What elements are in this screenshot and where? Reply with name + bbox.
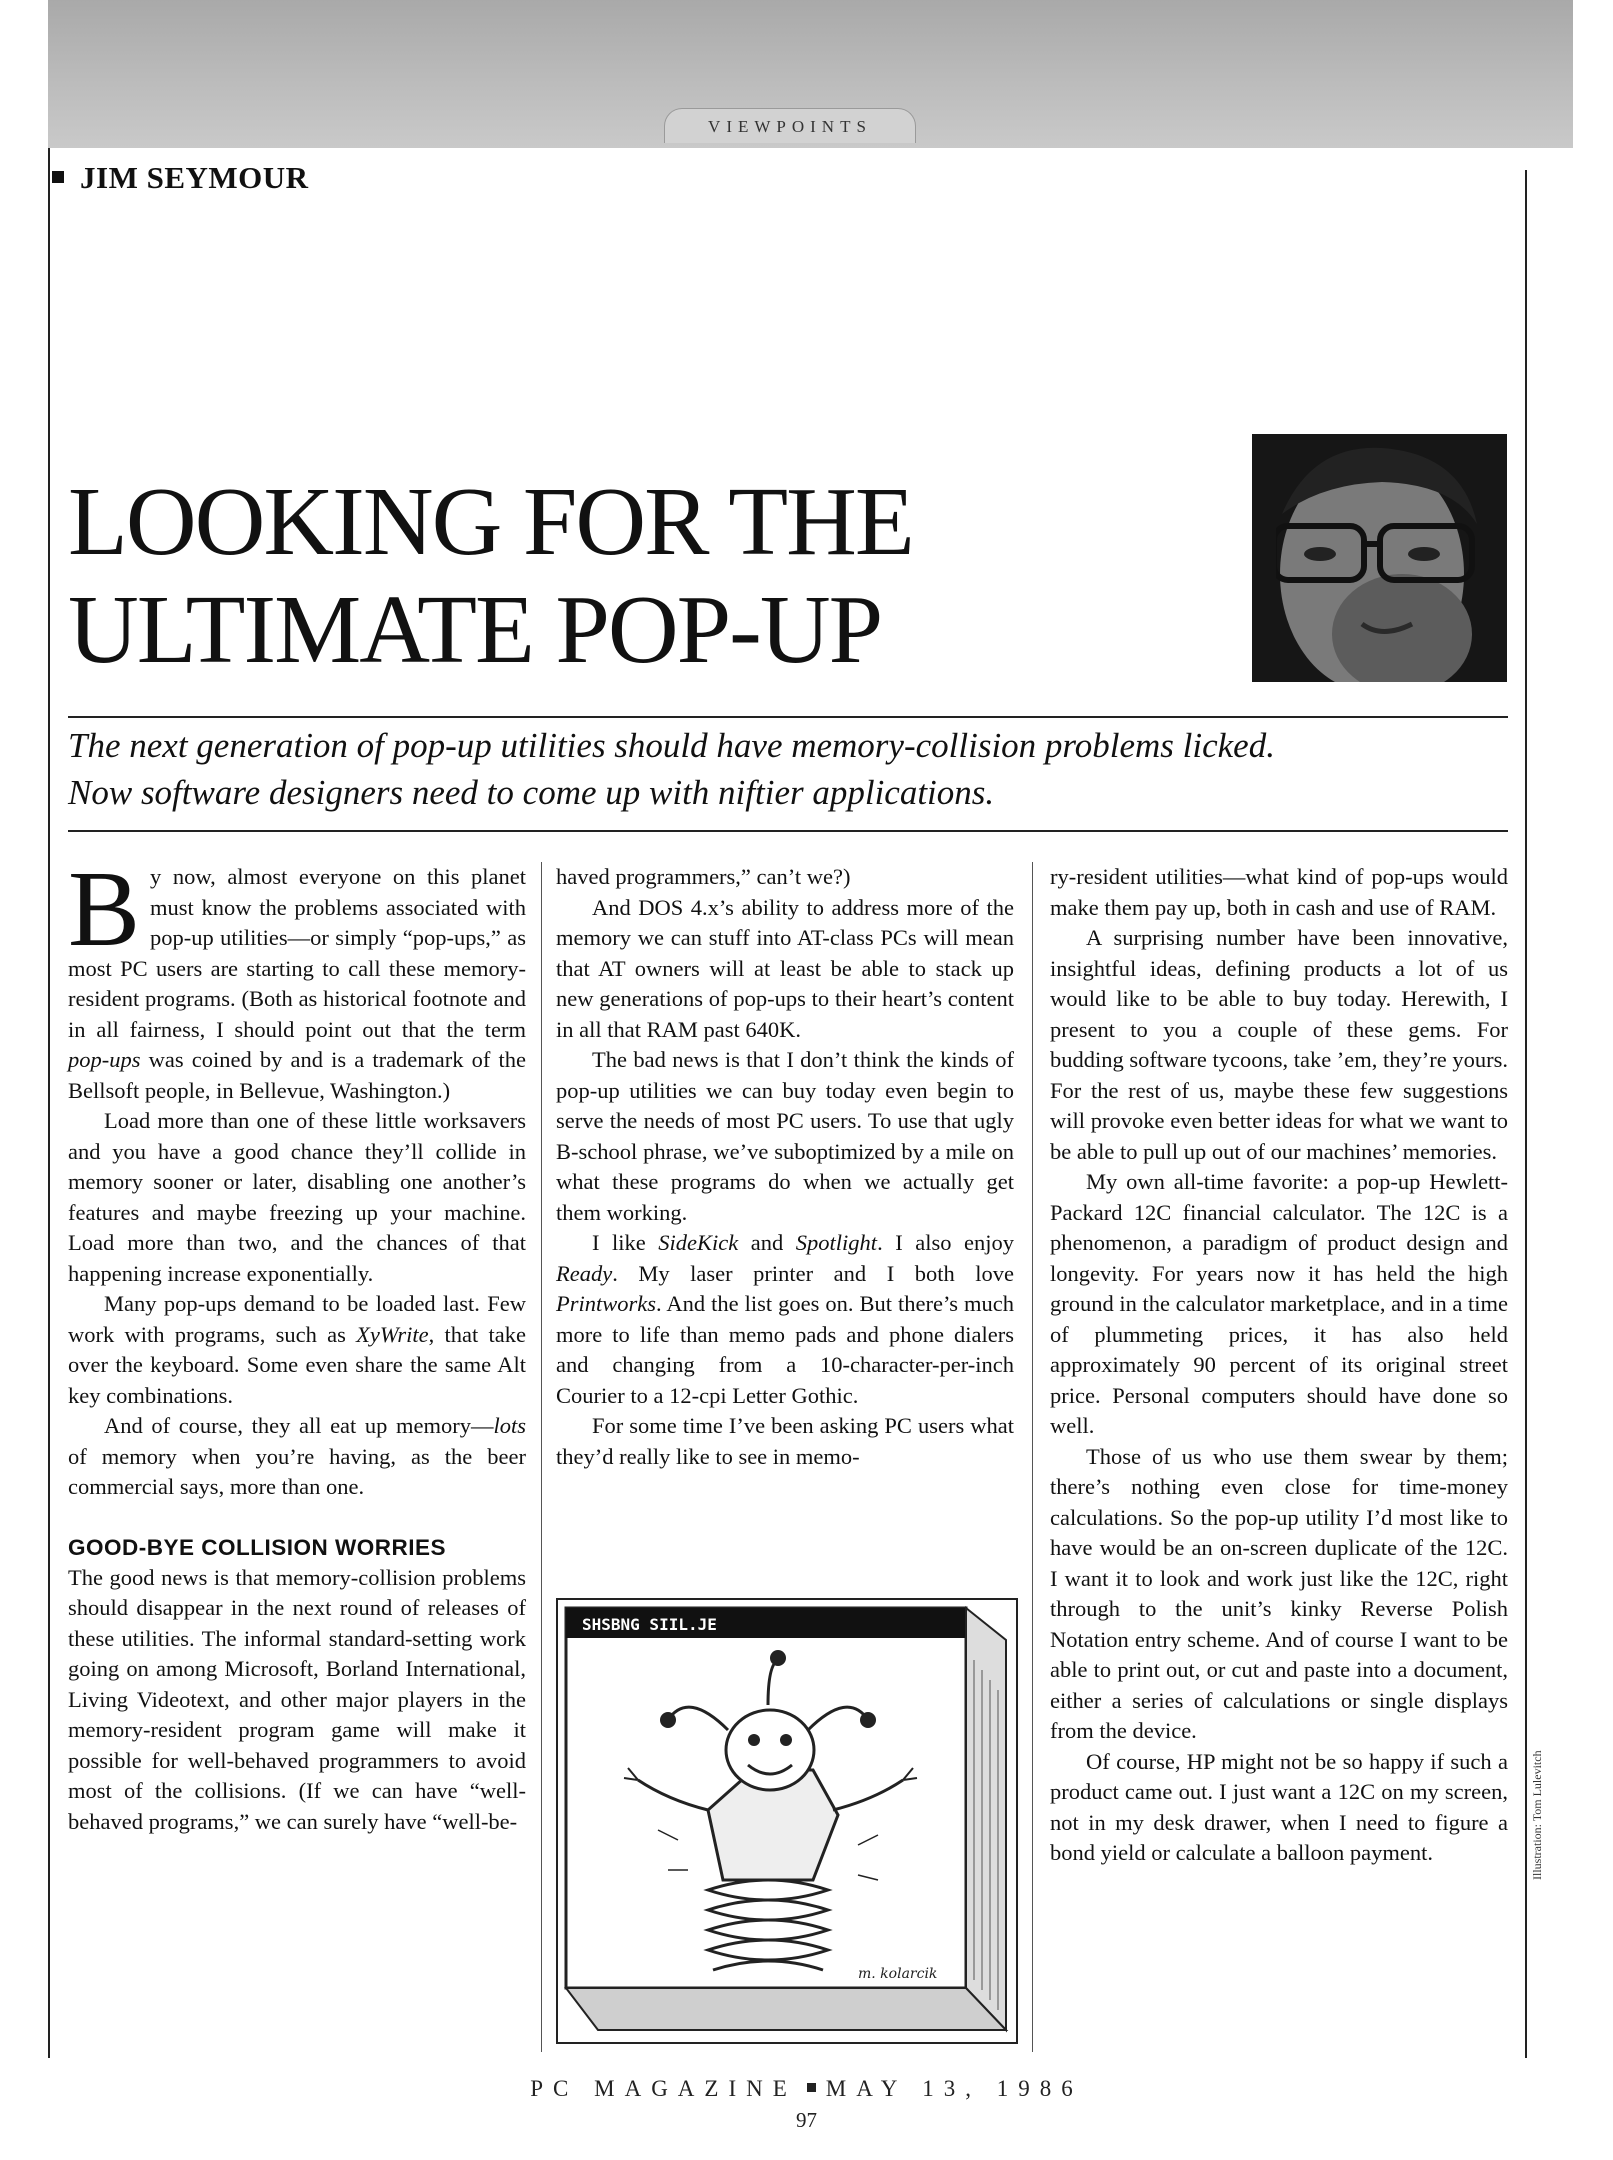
byline bbox=[52, 160, 309, 196]
issue-date: MAY 13, 1986 bbox=[825, 2076, 1083, 2101]
frame-left-rule bbox=[48, 148, 50, 2058]
magazine-name: PC MAGAZINE bbox=[530, 2076, 797, 2101]
paragraph: Of course, HP might not be so happy if such a product came out. I just want a 12C on my screen, not in my desk drawer, when I need to figure a bond yield or calculate a balloon payment. bbox=[1050, 1748, 1508, 1865]
paragraph: A surprising number have been innovative, insightful ideas, defining products a lot of us would like to be able to buy today. Herewith, I present to you a couple of these gems. For budding software tycoons, take ’em, they’re yours. For the rest of us, maybe these few suggestions will provoke even better ideas for what we want to be able to pull up out of our machines’ memories. bbox=[1050, 925, 1508, 1164]
footer bbox=[0, 2076, 1613, 2102]
separator-icon bbox=[807, 2083, 816, 2092]
deck-top-rule bbox=[68, 716, 1508, 718]
section-label: VIEWPOINTS bbox=[664, 108, 916, 143]
deck bbox=[68, 722, 1508, 816]
page-number: 97 bbox=[796, 2108, 817, 2132]
paragraph: ry-resident utilities—what kind of pop-ups would make them pay up, both in cash and use of RAM. bbox=[1050, 864, 1508, 920]
bullet-icon bbox=[52, 171, 64, 183]
illustration-signature: m. kolarcik bbox=[858, 1966, 938, 1982]
column-2 bbox=[556, 862, 1014, 1472]
portrait-image bbox=[1252, 434, 1507, 682]
illustration bbox=[556, 1598, 1018, 2044]
paragraph: Those of us who use them swear by them; there’s nothing even close for time-money calculations. So the pop-up utility I’d most like to have would be an on-screen duplicate of the 12C. I want it to look and work just like the 12C, right through to the unit’s kinky Reverse Polish Notation entry scheme. And of course I want to be able to print out, or cut and paste into a document, either a series of calculations or single displays from the device. bbox=[1050, 1443, 1508, 1743]
paragraph: By now, almost everyone on this planet must know the problems associated with pop-up utilities—or simply “pop-ups,” as most PC users are starting to call these memory-resident programs. (Both as historical footnote and in all fairness, I should point out that the term pop-ups was coined by and is a trademark of the Bellsoft people, in Bellevue, Washington.) bbox=[68, 850, 526, 1103]
headline bbox=[68, 468, 1218, 684]
frame-right-rule bbox=[1525, 170, 1527, 2058]
paragraph: haved programmers,” can’t we?) bbox=[556, 864, 851, 889]
column-3 bbox=[1050, 862, 1508, 1869]
deck-bottom-rule bbox=[68, 830, 1508, 832]
column-1 bbox=[68, 850, 526, 1837]
jester-illustration bbox=[558, 1600, 1016, 2042]
deck-line-1: The next generation of pop-up utilities should have memory-collision problems licked. bbox=[68, 726, 1275, 765]
paragraph: And of course, they all eat up memory—lots of memory when you’re having, as the beer commercial says, more than one. bbox=[68, 1413, 526, 1499]
paragraph: The bad news is that I don’t think the kinds of pop-up utilities we can buy today even begin to serve the needs of most PC users. To use that ugly B-school phrase, we’ve suboptimized by a mile on what these programs do when we actually get them working. bbox=[556, 1047, 1014, 1225]
paragraph: For some time I’ve been asking PC users what they’d really like to see in memo- bbox=[556, 1413, 1014, 1469]
paragraph: My own all-time favorite: a pop-up Hewlett-Packard 12C financial calculator. The 12C is a phenomenon, a paradigm of product design and longevity. For years now it has held the high ground in the calculator marketplace, and in a time of plummeting prices, it has also held approximately 90 percent of its original street price. Personal computers should have done so well. bbox=[1050, 1169, 1508, 1438]
subhead: GOOD-BYE COLLISION WORRIES bbox=[68, 1534, 447, 1560]
column-divider-2 bbox=[1032, 862, 1033, 2052]
paragraph: Load more than one of these little worksavers and you have a good chance they’ll collide in memory sooner or later, disabling one another’s features and maybe freezing up your machine. Load more than two, and the chances of that happening increase exponentially. bbox=[68, 1108, 526, 1286]
paragraph: I like SideKick and Spotlight. I also enjoy Ready. My laser printer and I both love Printworks. And the list goes on. But there’s much more to life than memo pads and phone dialers and changing from a 10-character-per-inch Courier to a 12-cpi Letter Gothic. bbox=[556, 1230, 1014, 1408]
column-divider-1 bbox=[541, 862, 542, 2052]
paragraph: And DOS 4.x’s ability to address more of the memory we can stuff into AT-class PCs will mean that AT owners will at least be able to stack up new generations of pop-ups to their heart’s content in all that RAM past 640K. bbox=[556, 894, 1014, 1042]
headline-line-1: LOOKING FOR THE bbox=[68, 468, 913, 576]
deck-line-2: Now software designers need to come up with niftier applications. bbox=[68, 773, 995, 812]
author-name: JIM SEYMOUR bbox=[80, 160, 309, 195]
drop-cap: B bbox=[68, 850, 141, 969]
illustration-screen-text: SHSBNG SIIL.JE bbox=[582, 1615, 717, 1634]
paragraph: Many pop-ups demand to be loaded last. Few work with programs, such as XyWrite, that take over the keyboard. Some even share the same Alt key combinations. bbox=[68, 1291, 526, 1408]
illustration-credit: Illustration: Tom Lulevitch bbox=[1530, 1750, 1544, 1880]
headline-line-2: ULTIMATE POP-UP bbox=[68, 576, 882, 684]
paragraph: The good news is that memory-collision problems should disappear in the next round of releases of these utilities. The informal standard-setting work going on among Microsoft, Borland International, Living Videotext, and other major players in the memory-resident program game will make it possible for well-behaved programmers to avoid most of the collisions. (If we can have “well-behaved programs,” we can surely have “well-be- bbox=[68, 1564, 526, 1834]
author-portrait bbox=[1252, 434, 1507, 682]
